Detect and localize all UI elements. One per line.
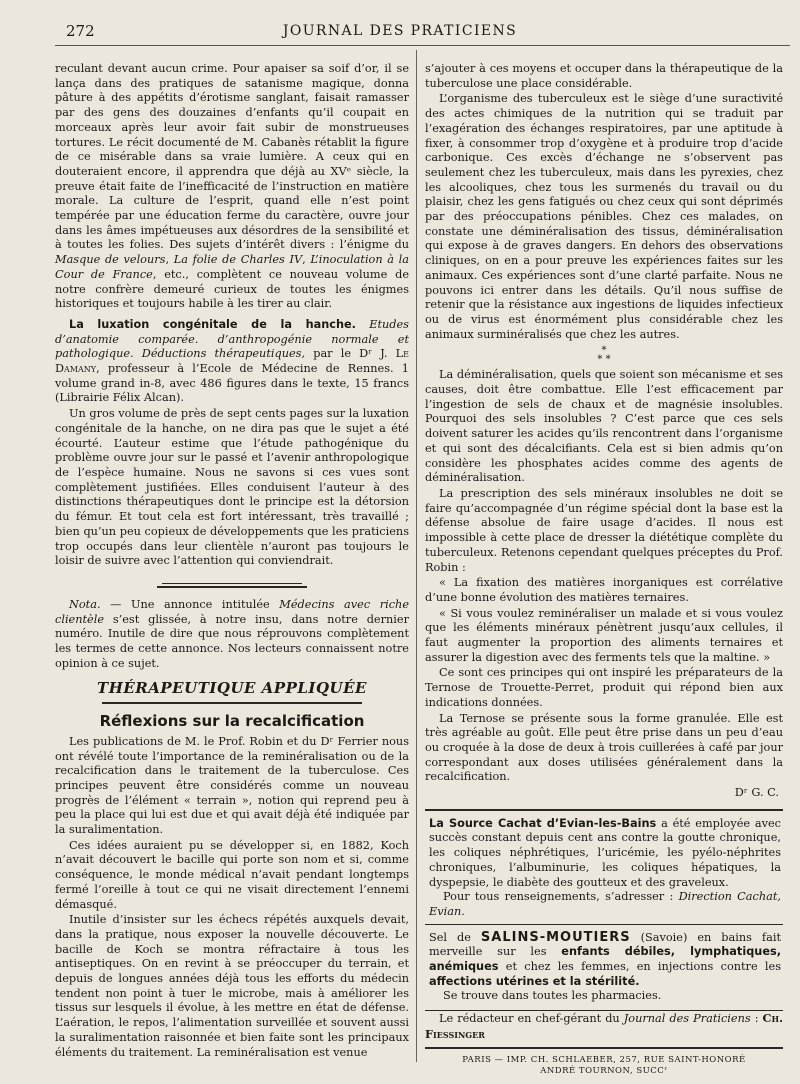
journal-title: JOURNAL DES PRATICIENS (282, 23, 518, 39)
article-paragraph: La Ternose se présente sous la forme granulée. Elle est très agréable au goût. Elle peut être prise dans un peu d’eau ou croquée à la dose de deux à trois cuillerées à café par jour correspondant aux doses utilisées généralement dans la recalcification. (425, 711, 783, 784)
left-column (55, 62, 409, 1061)
quote-paragraph: « Si vous voulez reminéraliser un malade et si vous voulez que les éléments minéraux pénètrent jusqu’aux cellules, il faut augmenter la proportion des aliments ternaires et assurer la digestion avec des ferments tels que la maltine. » (425, 606, 783, 664)
printer-imprint: PARIS — IMP. CH. SCHLAEBER, 257, RUE SAINT-HONORÉ ANDRÉ TOURNON, SUCCʳ (462, 1054, 746, 1076)
page-header (0, 0, 800, 44)
section-rule (102, 702, 362, 704)
article-paragraph: Inutile d’insister sur les échecs répétés auxquels devait, dans la pratique, nous exposer la nouvelle découverte. Le bacille de Koch se montra réfractaire à tous les antiseptiques. On en revint à se préoccuper du terrain, et depuis de longues années déjà tous les efforts du médecin tendent non point à tuer le microbe, mais à améliorer les tissus sur lesquels il évolue, à les mettre en état de défense. L’aération, le repos, l’alimentation surveillée et souvent aussi la suralimentation raisonnée et bien faite sont les principaux éléments du traitement. La reminéralisation est venue (55, 913, 409, 1059)
article-paragraph: Ce sont ces principes qui ont inspiré les préparateurs de la Ternose de Trouette-Perret, produit qui répond bien aux indications données. (425, 666, 783, 709)
review-continuation: reculant devant aucun crime. Pour apaiser sa soif d’or, il se lança dans des pratiques de satanisme magique, donna pâture à des appétits d’érotisme sanglant, faisait ramasser par des gens des douzaines d’enfants qu’il coupait en morceaux après leur avoir fait subir de monstrueuses tortures. Le récit documenté de M. Cabanès rétablit la figure de ce misérable dans sa vraie lumière. A ceux qui en douteraient encore, il apprendra que déjà au XVᵉ siècle, la preuve était faite de l’inefficacité de l’instruction en matière morale. La culture de l’esprit, quand elle n’est point tempérée par une éducation ferme du caractère, ouvre jour dans les âmes impétueuses aux désordres de la sensibilité et à toutes les folies. Des sujets d’intérêt divers : l’énigme du Masque de velours, La folie de Charles IV, L’inoculation à la Cour de France, etc., complètent ce nouveau volume de notre confrère demeuré curieux de toutes les énigmes historiques et toujours habile à les tirer au clair. (55, 62, 410, 311)
header-rule (55, 45, 790, 46)
advertisement-cachat: La Source Cachat d’Evian-les-Bains a été employée avec succès constant depuis cent ans contre la goutte chronique, les coliques néphrétiques, l’uricémie, les pyélo-néphrites chroniques, l’albuminurie, les coliques hépatiques, la dyspepsie, le diabète des goutteux et des graveleux. Pour tous renseignements, s’adresser : Direction Cachat, Evian. (425, 809, 783, 925)
column-divider (416, 50, 417, 1062)
article-paragraph: La prescription des sels minéraux insolubles ne doit se faire qu’accompagnée d’un régime spécial dont la base est la défense absolue de faire usage d’acides. Il nous est impossible à cette place de dresser la diététique complète du tuberculeux. Retenons cependant quelques préceptes du Prof. Robin : (425, 486, 783, 574)
editor-line: Le rédacteur en chef-gérant du Journal des Praticiens : Ch. Fiessinger (425, 1011, 783, 1048)
page-number: 272 (66, 22, 95, 40)
book-review-heading: La luxation congénitale de la hanche. Etudes d’anatomie comparée. d’anthropogénie normale et pathologique. Déductions thérapeutiques, par le Dʳ J. Le Damany, professeur à l’Ecole de Médecine de Rennes. 1 volume grand in-8, avec 486 figures dans le texte, 15 francs (Librairie Félix Alcan). (55, 317, 409, 405)
article-paragraph: La déminéralisation, quels que soient son mécanisme et ses causes, doit être combattue. Elle l’est efficacement par l’ingestion de sels de chaux et de magnésie insolubles. Pourquoi des sels insolubles ? C’est parce que ces sels doivent saturer les acides qu’ils rencontrent dans l’organisme et qui sont des décalcifiants. Cela est si bien admis qu’on considère les phosphates acides comme des agents de déminéralisation. (425, 368, 783, 485)
book-review-text: Un gros volume de près de sept cents pages sur la luxation congénitale de la hanche, on ne dira pas que le sujet a été écourté. L’auteur estime que l’étude pathogénique du problème ouvre jour sur le passé et l’avenir anthropologique de l’espèce humaine. Nous ne savons si ces vues sont complètement justifiées. Elles conduisent l’auteur à des distinctions thérapeutiques dont le principe est la détorsion du fémur. Et tout cela est fort intéressant, très travaillé ; bien qu’un peu copieux de développements que les praticiens trop occupés dans leur clientèle n’auront pas toujours le loisir de suivre avec l’attention qui conviendrait. (55, 407, 409, 568)
nota-paragraph: Nota. — Une annonce intitulée Médecins avec riche clientèle s’est glissée, à notre insu, dans notre dernier numéro. Inutile de dire que nous réprouvons complètement les termes de cette annonce. Nos lecteurs connaissent notre opinion à ce sujet. (55, 597, 409, 670)
section-title: THÉRAPEUTIQUE APPLIQUÉE (97, 679, 367, 698)
quote-paragraph: « La fixation des matières inorganiques est corrélative d’une bonne évolution des matières ternaires. (425, 576, 783, 604)
asterism-ornament: * * * (597, 345, 611, 366)
article-signature: Dʳ G. C. (734, 786, 779, 800)
right-column (425, 62, 783, 1077)
article-paragraph: Les publications de M. le Prof. Robin et du Dʳ Ferrier nous ont révélé toute l’importance de la reminéralisation ou de la recalcification dans le traitement de la tuberculose. Ces principes peuvent être considérés comme un nouveau progrès de l’élément « terrain », notion qui reprend peu à peu la place qui lui est due et qui avait déjà été indiquée par la suralimentation. (55, 734, 409, 837)
article-paragraph: Ces idées auraient pu se développer si, en 1882, Koch n’avait découvert le bacille qui porte son nom et si, comme conséquence, le monde médical n’avait pendant longtemps fermé l’oreille à tout ce qui ne visait directement l’ennemi démasqué. (55, 838, 409, 911)
separator-rule (55, 583, 409, 588)
article-paragraph: L’organisme des tuberculeux est le siège d’une suractivité des actes chimiques de la nutrition qui se traduit par l’exagération des échanges respiratoires, par une aptitude à fixer, à consommer trop d’oxygène et à produire trop d’acide carbonique. Ces excès d’échange ne s’observent pas seulement chez les tuberculeux, mais dans les pyrexies, chez les alcooliques, chez tous les surmenés du travail ou du plaisir, chez les gens fatigués ou chez ceux qui sont déprimés par des préoccupations pénibles. Chez ces malades, on constate une déminéralisation des tissus, déminéralisation qui expose à de graves dangers. En dehors des observations cliniques, on en a pour preuve les expériences faites sur les animaux. Ces expériences sont d’une clarté parfaite. Nous ne pouvons ici entrer dans les détails. Qu’il nous suffise de retenir que la résistance aux ingestions de liquides infectieux ou de virus est énormément plus considérable chez les animaux surminéralisés que chez les autres. (425, 92, 783, 341)
article-title: Réflexions sur la recalcification (99, 712, 365, 731)
article-paragraph: s’ajouter à ces moyens et occuper dans la thérapeutique de la tuberculose une place considérable. (425, 62, 783, 90)
advertisement-salins-moutiers: Sel de SALINS-MOUTIERS (Savoie) en bains fait merveille sur les enfants débiles, lymphatiques, anémiques et chez les femmes, en injections contre les affections utérines et la stérilité. Se trouve dans toutes les pharmacies. (425, 925, 783, 1012)
